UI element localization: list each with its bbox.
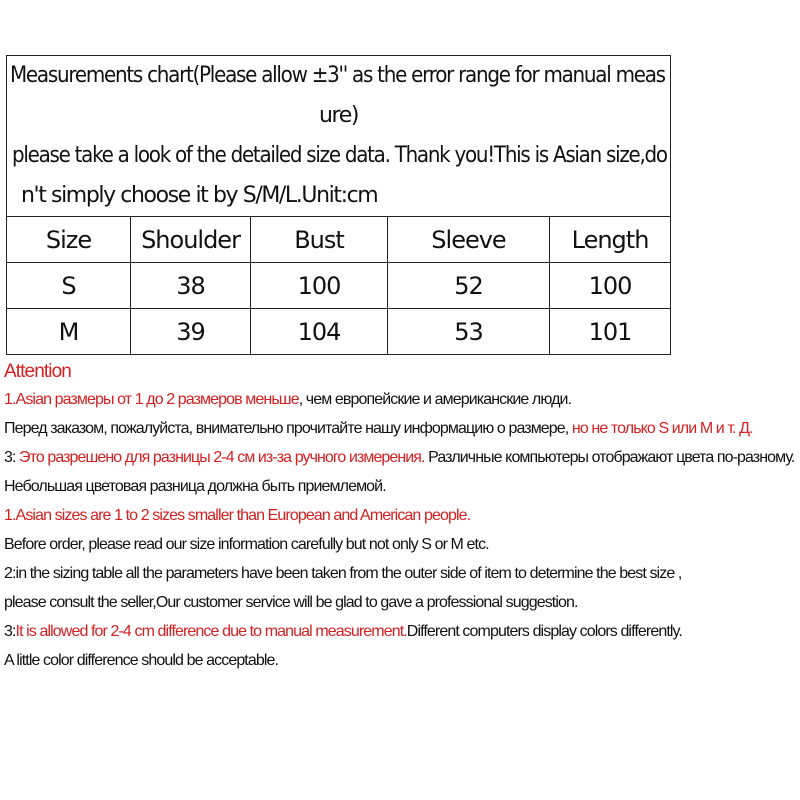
table-cell: 100: [251, 263, 388, 309]
note-highlight: но не только S или M и т. Д.: [571, 420, 753, 437]
column-header-size: Size: [7, 217, 131, 263]
note-highlight: 1.Asian размеры от 1 до 2 размеров меньше: [4, 391, 299, 408]
title-line: n't simply choose it by S/M/L.Unit:cm: [21, 183, 378, 208]
note-text: Different computers display colors differently.: [406, 623, 682, 640]
table-cell: 104: [251, 309, 388, 355]
note-line: [4, 617, 800, 646]
title-line: ure): [319, 103, 359, 128]
note-highlight: It is allowed for 2-4 cm difference due to manual measurement.: [15, 623, 407, 640]
table-title-row: [7, 56, 671, 217]
note-line: A little color difference should be acceptable.: [4, 652, 279, 669]
note-text: , чем европейские и американские люди.: [298, 391, 572, 408]
table-cell: 38: [131, 263, 251, 309]
note-line: 1.Asian sizes are 1 to 2 sizes smaller than European and American people.: [4, 507, 471, 524]
table-header-row: [7, 217, 671, 263]
column-header-sleeve: Sleeve: [388, 217, 550, 263]
note-line: Небольшая цветовая разница должна быть приемлемой.: [4, 478, 386, 495]
table-cell: 52: [388, 263, 550, 309]
note-line: please consult the seller,Our customer service will be glad to gave a professional suggestion.: [4, 594, 578, 611]
measurements-table: [6, 55, 671, 355]
table-cell: 39: [131, 309, 251, 355]
note-line: 2:in the sizing table all the parameters have been taken from the outer side of item to determine the best size ,: [4, 565, 682, 582]
notes-section: [4, 358, 800, 675]
chart-title: [7, 56, 671, 217]
note-text: 3:: [4, 623, 16, 640]
note-line: Before order, please read our size information carefully but not only S or M etc.: [4, 536, 489, 553]
column-header-length: Length: [550, 217, 671, 263]
column-header-shoulder: Shoulder: [131, 217, 251, 263]
table-cell: S: [7, 263, 131, 309]
attention-heading: Attention: [4, 361, 71, 382]
table-cell: 53: [388, 309, 550, 355]
table-row: [7, 263, 671, 309]
note-line: [4, 385, 800, 414]
title-line: please take a look of the detailed size data. Thank you!This is Asian size,do: [12, 143, 667, 168]
column-header-bust: Bust: [251, 217, 388, 263]
note-line: [4, 414, 800, 443]
note-text: Перед заказом, пожалуйста, внимательно прочитайте нашу информацию о размере,: [4, 420, 572, 437]
table-cell: M: [7, 309, 131, 355]
note-line: [4, 443, 800, 472]
title-line: Measurements chart(Please allow ±3'' as the error range for manual meas: [10, 63, 665, 88]
note-text: Различные компьютеры отображают цвета по-разному.: [424, 449, 795, 466]
table-cell: 101: [550, 309, 671, 355]
table-row: [7, 309, 671, 355]
table-cell: 100: [550, 263, 671, 309]
note-text: 3:: [4, 449, 20, 466]
note-highlight: Это разрешено для разницы 2-4 см из-за ручного измерения.: [19, 449, 425, 466]
